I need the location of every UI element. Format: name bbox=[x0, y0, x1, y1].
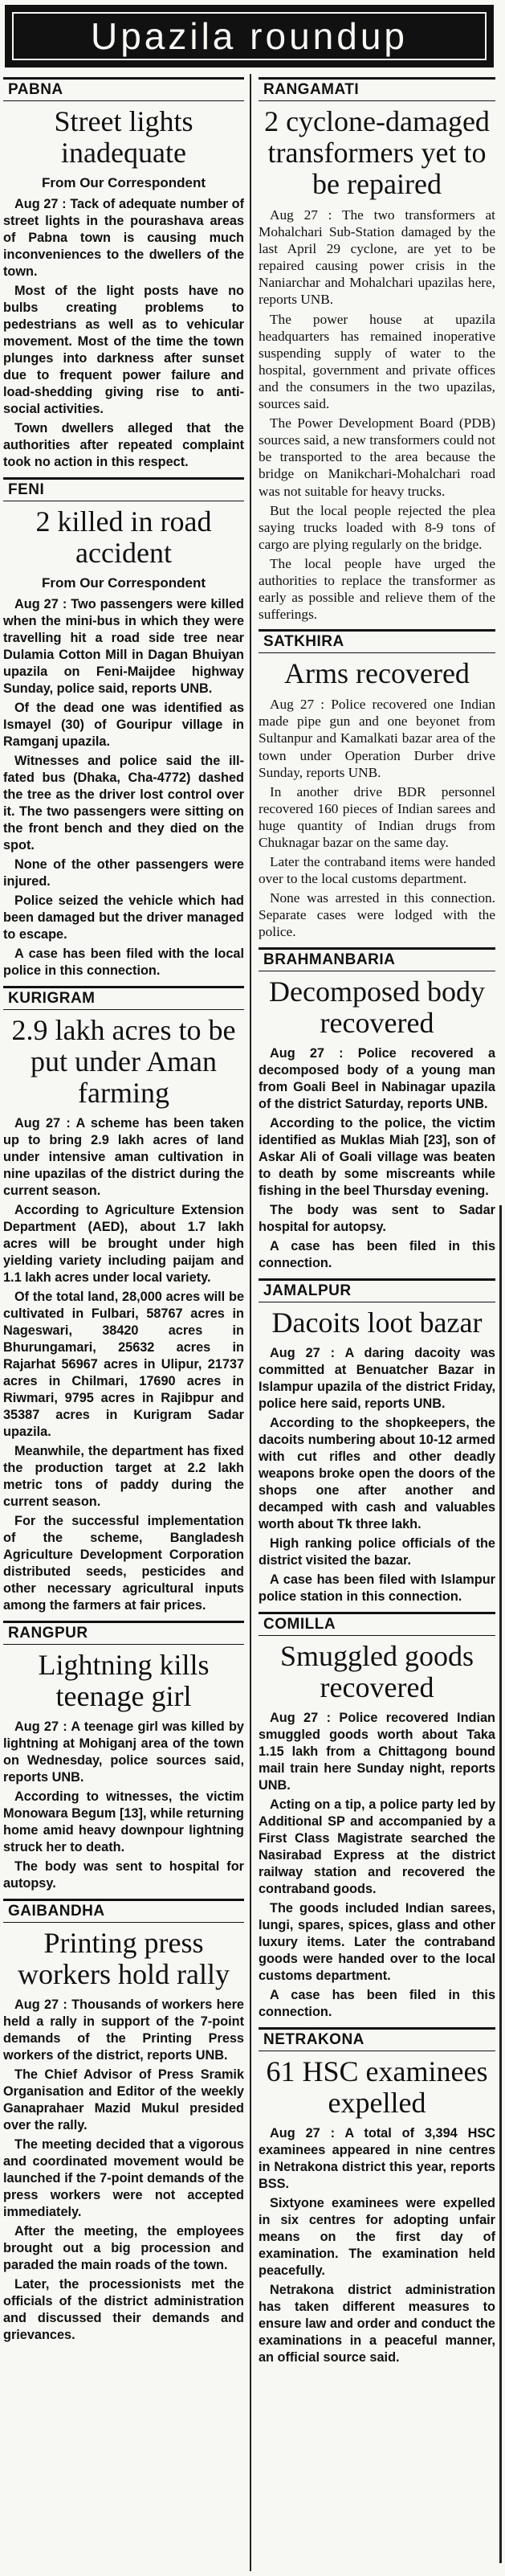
headline: 2.9 lakh acres to be put under Aman farming bbox=[11, 1014, 236, 1109]
paragraph: Witnesses and police said the ill-fated bus (Dhaka, Cha-4772) dashed the tree as the driver lost control over it. The two passengers were sitting on the front bench and they died on the spot. bbox=[3, 754, 244, 853]
section-label: RANGPUR bbox=[3, 1621, 244, 1645]
paragraph: Aug 27 : Thousands of workers here held a rally in support of the 7-point demands of the Printing Press workers of the district, reports UNB. bbox=[3, 1997, 244, 2063]
paragraph: According to the shopkeepers, the dacoits numbering about 10-12 armed with cut rifles and other deadly weapons broke open the doors of the shops one after another and decamped with cash and valuables worth about Tk three lakh. bbox=[259, 1415, 495, 1531]
paragraph: The meeting decided that a vigorous and coordinated movement would be launched if the 7-point demands of the press workers were not accepted immediately. bbox=[3, 2137, 244, 2219]
section-label: JAMALPUR bbox=[259, 1278, 495, 1302]
paragraph: Acting on a tip, a police party led by Additional SP and accompanied by a First Class Magistrate searched the Nasirabad Express at the district railway station and recovered the contraband goods. bbox=[259, 1797, 495, 1896]
paragraph: Aug 27 : Police recovered a decomposed body of a young man from Goali Beel in Nabinagar upazila of the district Saturday, reports UNB. bbox=[259, 1045, 495, 1111]
paragraph: None of the other passengers were injured. bbox=[3, 857, 244, 889]
byline: From Our Correspondent bbox=[41, 175, 206, 190]
section-pabna bbox=[3, 77, 244, 471]
paragraph: The Chief Advisor of Press Sramik Organisation and Editor of the weekly Ganaprahaer Mazid Mukul presided over the rally. bbox=[3, 2067, 244, 2132]
right-column bbox=[259, 74, 495, 2571]
article-body bbox=[259, 1710, 495, 2021]
headline: 61 HSC examinees expelled bbox=[266, 2055, 488, 2119]
paragraph: A case has been filed with the local police in this connection. bbox=[3, 947, 244, 978]
paragraph: The goods included Indian sarees, lungi, spares, spices, glass and other luxury items. Later the contraband goods were handed over to the local customs department. bbox=[259, 1900, 495, 1983]
paragraph: Police seized the vehicle which had been damaged but the driver managed to escape. bbox=[3, 893, 244, 942]
section-satkhira bbox=[259, 629, 495, 940]
paragraph: Aug 27 : A scheme has been taken up to bring 2.9 lakh acres of land under intensive aman cultivation in nine upazilas of the district during the current season. bbox=[3, 1116, 244, 1198]
section-label: COMILLA bbox=[259, 1612, 495, 1636]
paragraph: Aug 27 : The two transformers at Mohalchari Sub-Station damaged by the last April 29 cyclone, are yet to be repaired causing power crisis in the Naniarchar and Mohalchari upazilas here, reports UNB. bbox=[259, 207, 495, 308]
paragraph: Aug 27 : A daring dacoity was committed at Benuatcher Bazar in Islampur upazila of the district Friday, police here said, reports UNB. bbox=[259, 1345, 495, 1411]
section-label: SATKHIRA bbox=[259, 629, 495, 653]
paragraph: Sixtyone examinees were expelled in six centres for adopting unfair means on the first day of examination. The examination held peacefully. bbox=[259, 2195, 495, 2278]
paragraph: Aug 27 : Police recovered Indian smuggled goods worth about Taka 1.15 lakh from a Chittagong bound mail train here Sunday night, reports UNB. bbox=[259, 1710, 495, 1793]
section-label: RANGAMATI bbox=[259, 77, 495, 101]
paragraph: Later the contraband items were handed over to the local customs department. bbox=[259, 854, 495, 887]
section-rangamati bbox=[259, 77, 495, 623]
paragraph: The body was sent to hospital for autopsy. bbox=[3, 1859, 244, 1891]
section-label: GAIBANDHA bbox=[3, 1899, 244, 1923]
paragraph: Aug 27 : Police recovered one Indian made pipe gun and one beyonet from Sultanpur and Kamalkati bazar area of the town under Operation Durber drive Sunday, reports UNB. bbox=[259, 697, 495, 780]
headline: 2 cyclone-damaged transformers yet to be repaired bbox=[264, 105, 490, 200]
paragraph: According to Agriculture Extension Department (AED), about 1.7 lakh acres will be brought under high yielding variety including paijam and 1.1 lakh acres under local variety. bbox=[3, 1203, 244, 1285]
byline: From Our Correspondent bbox=[41, 575, 206, 591]
paragraph: Most of the light posts have no bulbs creating problems to pedestrians as well as to vehicular movement. Most of the time the town plunges into darkness after sunset due to frequent power failure and load-shedding giving rise to anti-social activities. bbox=[3, 284, 244, 416]
article-body bbox=[3, 1997, 244, 2344]
headline: Smuggled goods recovered bbox=[279, 1639, 474, 1703]
section-gaibandha bbox=[3, 1899, 244, 2344]
section-label: FENI bbox=[3, 477, 244, 501]
paragraph: Town dwellers alleged that the authorities after repeated complaint took no action in this respect. bbox=[3, 421, 244, 469]
paragraph: Later, the processionists met the officials of the district administration and discussed their demands and grievances. bbox=[3, 2277, 244, 2342]
section-feni bbox=[3, 477, 244, 979]
paragraph: Of the total land, 28,000 acres will be cultivated in Fulbari, 58767 acres in Nageswari, 38420 acres in Bhurungamari, 25632 acres in Rajarhat 56967 acres in Ulipur, 21737 acres in Chilmari, 17690 acres in Riwmari, 9795 acres in Rajibpur and 35387 acres in Kurigram Sadar upazila. bbox=[3, 1290, 244, 1439]
paragraph: High ranking police officials of the district visited the bazar. bbox=[259, 1535, 495, 1568]
section-label: NETRAKONA bbox=[259, 2027, 495, 2051]
paragraph: Aug 27 : Two passengers were killed when the mini-bus in which they were travelling hit a road side tree near Dulamia Cotton Mill in Dagan Bhuiyan upazila on Feni-Maijdee highway Sunday, police said, reports UNB. bbox=[3, 597, 244, 696]
paragraph: Meanwhile, the department has fixed the production target at 2.2 lakh metric tons of paddy during the current season. bbox=[3, 1444, 244, 1509]
paragraph: The power house at upazila headquarters has remained inoperative suspending supply of water to the hospital, government and private offices and the consumers in the two upazilas, sources said. bbox=[259, 311, 495, 412]
article-body bbox=[259, 2125, 495, 2366]
section-rangpur bbox=[3, 1621, 244, 1892]
section-brahmanbaria bbox=[259, 947, 495, 1272]
paragraph: The body was sent to Sadar hospital for autopsy. bbox=[259, 1202, 495, 1234]
article-body bbox=[259, 1045, 495, 1272]
headline: Dacoits loot bazar bbox=[271, 1306, 483, 1339]
page-title: Upazila roundup bbox=[90, 15, 408, 57]
article-body bbox=[3, 1115, 244, 1614]
roundup-banner bbox=[5, 5, 494, 67]
paragraph: Of the dead one was identified as Ismayel (30) of Gouripur village in Ramganj upazila. bbox=[3, 701, 244, 749]
article-body bbox=[259, 1345, 495, 1605]
article-body bbox=[3, 596, 244, 979]
headline: 2 killed in road accident bbox=[35, 505, 212, 569]
adjacent-page-edge bbox=[499, 1205, 502, 2563]
left-column bbox=[3, 74, 244, 2571]
headline: Lightning kills teenage girl bbox=[38, 1649, 210, 1712]
section-label: BRAHMANBARIA bbox=[259, 947, 495, 971]
paragraph: Aug 27 : Tack of adequate number of street lights in the pourashava areas of Pabna town is causing much inconveniences to the dwellers of the town. bbox=[3, 197, 244, 279]
paragraph: But the local people rejected the plea saying trucks loaded with 8-9 tons of cargo are plying regularly on the bridge. bbox=[259, 502, 495, 552]
headline: Printing press workers hold rally bbox=[18, 1927, 230, 1990]
article-body bbox=[259, 206, 495, 623]
paragraph: None was arrested in this connection. Separate cases were lodged with the police. bbox=[259, 890, 495, 940]
article-body bbox=[259, 696, 495, 940]
paragraph: The Power Development Board (PDB) sources said, a new transformers could not be transported to the area because the bridge on Manikchari-Mohalchari road was not suitable for heavy trucks. bbox=[259, 415, 495, 499]
paragraph: A case has been filed in this connection. bbox=[259, 1987, 495, 2019]
column-divider bbox=[250, 74, 251, 2571]
banner-frame bbox=[12, 12, 487, 60]
section-jamalpur bbox=[259, 1278, 495, 1605]
paragraph: According to witnesses, the victim Monowara Begum [13], while returning home amid heavy downpour lightning struck her to death. bbox=[3, 1789, 244, 1854]
paragraph: Netrakona district administration has taken different measures to ensure law and order and conduct the examinations in a peaceful manner, an official source said. bbox=[259, 2282, 495, 2365]
headline: Decomposed body recovered bbox=[269, 975, 485, 1039]
paragraph: After the meeting, the employees brought out a big procession and paraded the main roads of the town. bbox=[3, 2224, 244, 2272]
paragraph: Aug 27 : A total of 3,394 HSC examinees appeared in nine centres in Netrakona district this year, reports BSS. bbox=[259, 2125, 495, 2191]
article-body bbox=[3, 1719, 244, 1892]
section-label: KURIGRAM bbox=[3, 986, 244, 1010]
article-body bbox=[3, 196, 244, 471]
paragraph: The local people have urged the authorities to replace the transformer as early as possible and relieve them of the sufferings. bbox=[259, 555, 495, 623]
section-netrakona bbox=[259, 2027, 495, 2366]
headline: Arms recovered bbox=[284, 657, 470, 690]
paragraph: Aug 27 : A teenage girl was killed by lightning at Mohiganj area of the town on Wednesday, police sources said, reports UNB. bbox=[3, 1719, 244, 1785]
paragraph: A case has been filed with Islampur police station in this connection. bbox=[259, 1572, 495, 1604]
section-label: PABNA bbox=[3, 77, 244, 101]
headline: Street lights inadequate bbox=[54, 105, 193, 169]
paragraph: In another drive BDR personnel recovered 160 pieces of Indian sarees and huge quantity of Indian drugs from Chuknagar bazar on the same day. bbox=[259, 783, 495, 850]
section-comilla bbox=[259, 1612, 495, 2021]
paragraph: A case has been filed in this connection. bbox=[259, 1238, 495, 1270]
paragraph: For the successful implementation of the scheme, Bangladesh Agriculture Development Corporation distributed seeds, pesticides and other necessary agricultural inputs among the farmers at fair prices. bbox=[3, 1514, 244, 1613]
section-kurigram bbox=[3, 986, 244, 1614]
paragraph: According to the police, the victim identified as Muklas Miah [23], son of Askar Ali of Goali village was beaten to death by some miscreants while fishing in the beel Thursday evening. bbox=[259, 1115, 495, 1198]
